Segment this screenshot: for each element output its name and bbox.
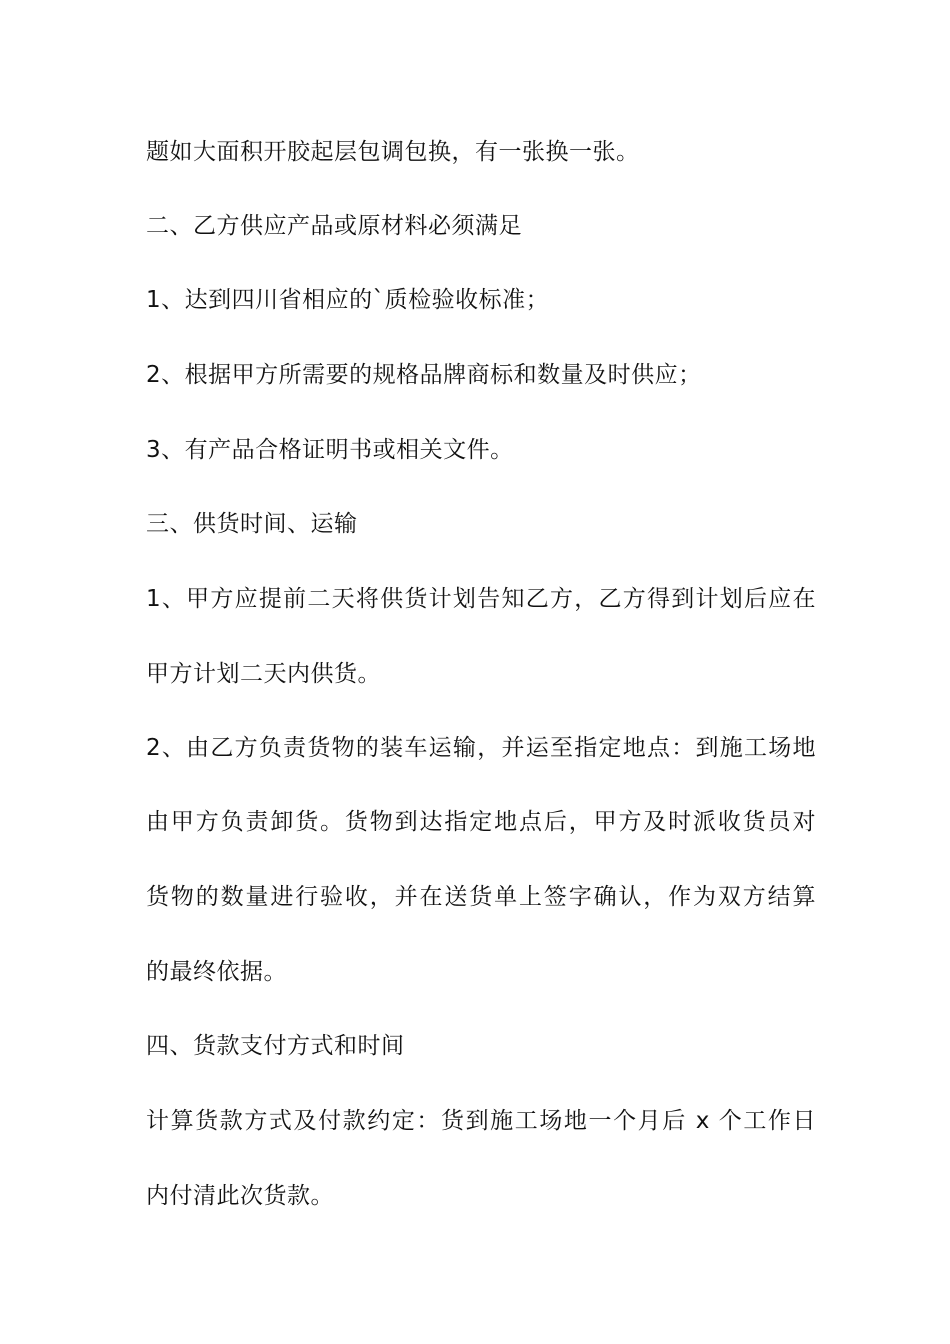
paragraph-line: 计算货款方式及付款约定：货到施工场地一个月后 x 个工作日 xyxy=(146,1108,816,1134)
list-item: 1、达到四川省相应的`质检验收标准； xyxy=(146,287,550,313)
section-heading: 三、供货时间、运输 xyxy=(146,511,358,537)
list-item: 3、有产品合格证明书或相关文件。 xyxy=(146,437,514,463)
paragraph-line: 货物的数量进行验收，并在送货单上签字确认，作为双方结算 xyxy=(146,884,816,910)
section-heading: 二、乙方供应产品或原材料必须满足 xyxy=(146,213,522,239)
section-heading: 四、货款支付方式和时间 xyxy=(146,1033,405,1059)
paragraph-line: 内付清此次货款。 xyxy=(146,1183,334,1209)
paragraph-line: 题如大面积开胶起层包调包换，有一张换一张。 xyxy=(146,139,640,165)
paragraph-line: 甲方计划二天内供货。 xyxy=(146,661,381,687)
paragraph-line: 2、由乙方负责货物的装车运输，并运至指定地点：到施工场地 xyxy=(146,735,816,761)
list-item: 2、根据甲方所需要的规格品牌商标和数量及时供应； xyxy=(146,362,702,388)
paragraph-line: 1、甲方应提前二天将供货计划告知乙方，乙方得到计划后应在 xyxy=(146,586,816,612)
paragraph-line: 的最终依据。 xyxy=(146,959,287,985)
paragraph-line: 由甲方负责卸货。货物到达指定地点后，甲方及时派收货员对 xyxy=(146,809,816,835)
